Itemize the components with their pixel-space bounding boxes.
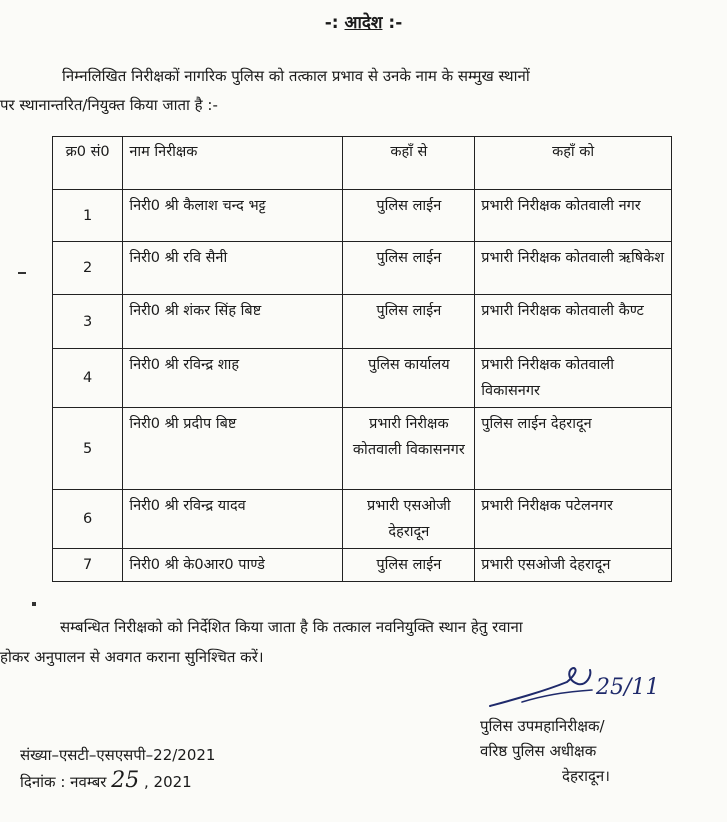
intro-paragraph	[0, 62, 705, 120]
header-serial: क्र0 सं0	[53, 137, 123, 190]
name-cell: निरी0 श्री कैलाश चन्द भट्ट	[123, 190, 343, 242]
reference-date-label: दिनांक : नवम्बर	[20, 773, 107, 791]
serial-cell: 4	[53, 349, 123, 408]
signature-location: देहरादून।	[562, 767, 610, 785]
from-cell: प्रभारी निरीक्षक कोतवाली विकासनगर	[343, 408, 475, 490]
designation-2: वरिष्ठ पुलिस अधीक्षक	[480, 742, 597, 760]
header-from: कहाँ से	[343, 137, 475, 190]
closing-line-2: होकर अनुपालन से अवगत कराना सुनिश्चित करें।	[0, 648, 264, 666]
intro-line-1: निम्नलिखित निरीक्षकों नागरिक पुलिस को तत्काल प्रभाव से उनके नाम के सम्मुख स्थानों	[62, 67, 530, 85]
order-heading	[0, 10, 727, 33]
from-cell: प्रभारी एसओजी देहरादून	[343, 490, 475, 549]
table-row	[53, 408, 672, 490]
table-row	[53, 490, 672, 549]
name-cell: निरी0 श्री रवि सैनी	[123, 242, 343, 295]
transfer-table	[52, 136, 672, 582]
to-cell: प्रभारी एसओजी देहरादून	[475, 549, 672, 582]
from-cell: पुलिस लाईन	[343, 295, 475, 349]
to-cell: पुलिस लाईन देहरादून	[475, 408, 672, 490]
intro-line-2: पर स्थानान्तरित/नियुक्त किया जाता है :-	[0, 96, 218, 114]
serial-cell: 7	[53, 549, 123, 582]
header-name: नाम निरीक्षक	[123, 137, 343, 190]
to-cell: प्रभारी निरीक्षक कोतवाली ऋषिकेश	[475, 242, 672, 295]
table-row	[53, 549, 672, 582]
margin-mark	[18, 272, 26, 274]
serial-cell: 3	[53, 295, 123, 349]
from-cell: पुलिस लाईन	[343, 190, 475, 242]
serial-cell: 5	[53, 408, 123, 490]
reference-date-year: , 2021	[143, 773, 192, 791]
table-header-row	[53, 137, 672, 190]
reference-number: संख्या–एसटी–एसएसपी–22/2021	[20, 746, 216, 764]
to-cell: प्रभारी निरीक्षक पटेलनगर	[475, 490, 672, 549]
margin-dot	[32, 602, 36, 606]
officer-signature	[482, 656, 682, 712]
serial-cell: 1	[53, 190, 123, 242]
table-row	[53, 242, 672, 295]
name-cell: निरी0 श्री शंकर सिंह बिष्ट	[123, 295, 343, 349]
heading-prefix: -:	[324, 13, 339, 33]
reference-date	[20, 768, 215, 795]
name-cell: निरी0 श्री रविन्द्र यादव	[123, 490, 343, 549]
header-to: कहाँ को	[475, 137, 672, 190]
table-row	[53, 349, 672, 408]
serial-cell: 2	[53, 242, 123, 295]
reference-date-day: 25	[111, 768, 140, 793]
to-cell: प्रभारी निरीक्षक कोतवाली विकासनगर	[475, 349, 672, 408]
to-cell: प्रभारी निरीक्षक कोतवाली नगर	[475, 190, 672, 242]
from-cell: पुलिस लाईन	[343, 549, 475, 582]
table-row	[53, 190, 672, 242]
from-cell: पुलिस कार्यालय	[343, 349, 475, 408]
heading-suffix: :-	[388, 13, 403, 33]
name-cell: निरी0 श्री प्रदीप बिष्ट	[123, 408, 343, 490]
from-cell: पुलिस लाईन	[343, 242, 475, 295]
to-cell: प्रभारी निरीक्षक कोतवाली कैण्ट	[475, 295, 672, 349]
name-cell: निरी0 श्री के0आर0 पाण्डे	[123, 549, 343, 582]
heading-title: आदेश	[344, 13, 383, 33]
signature-block	[480, 714, 610, 789]
closing-line-1: सम्बन्धित निरीक्षको को निर्देशित किया जाता है कि तत्काल नवनियुक्ति स्थान हेतु रवाना	[60, 618, 523, 636]
reference-block	[20, 742, 215, 795]
signature-date: 25/11	[596, 675, 660, 700]
serial-cell: 6	[53, 490, 123, 549]
table-row	[53, 295, 672, 349]
designation-1: पुलिस उपमहानिरीक्षक/	[480, 717, 605, 735]
name-cell: निरी0 श्री रविन्द्र शाह	[123, 349, 343, 408]
